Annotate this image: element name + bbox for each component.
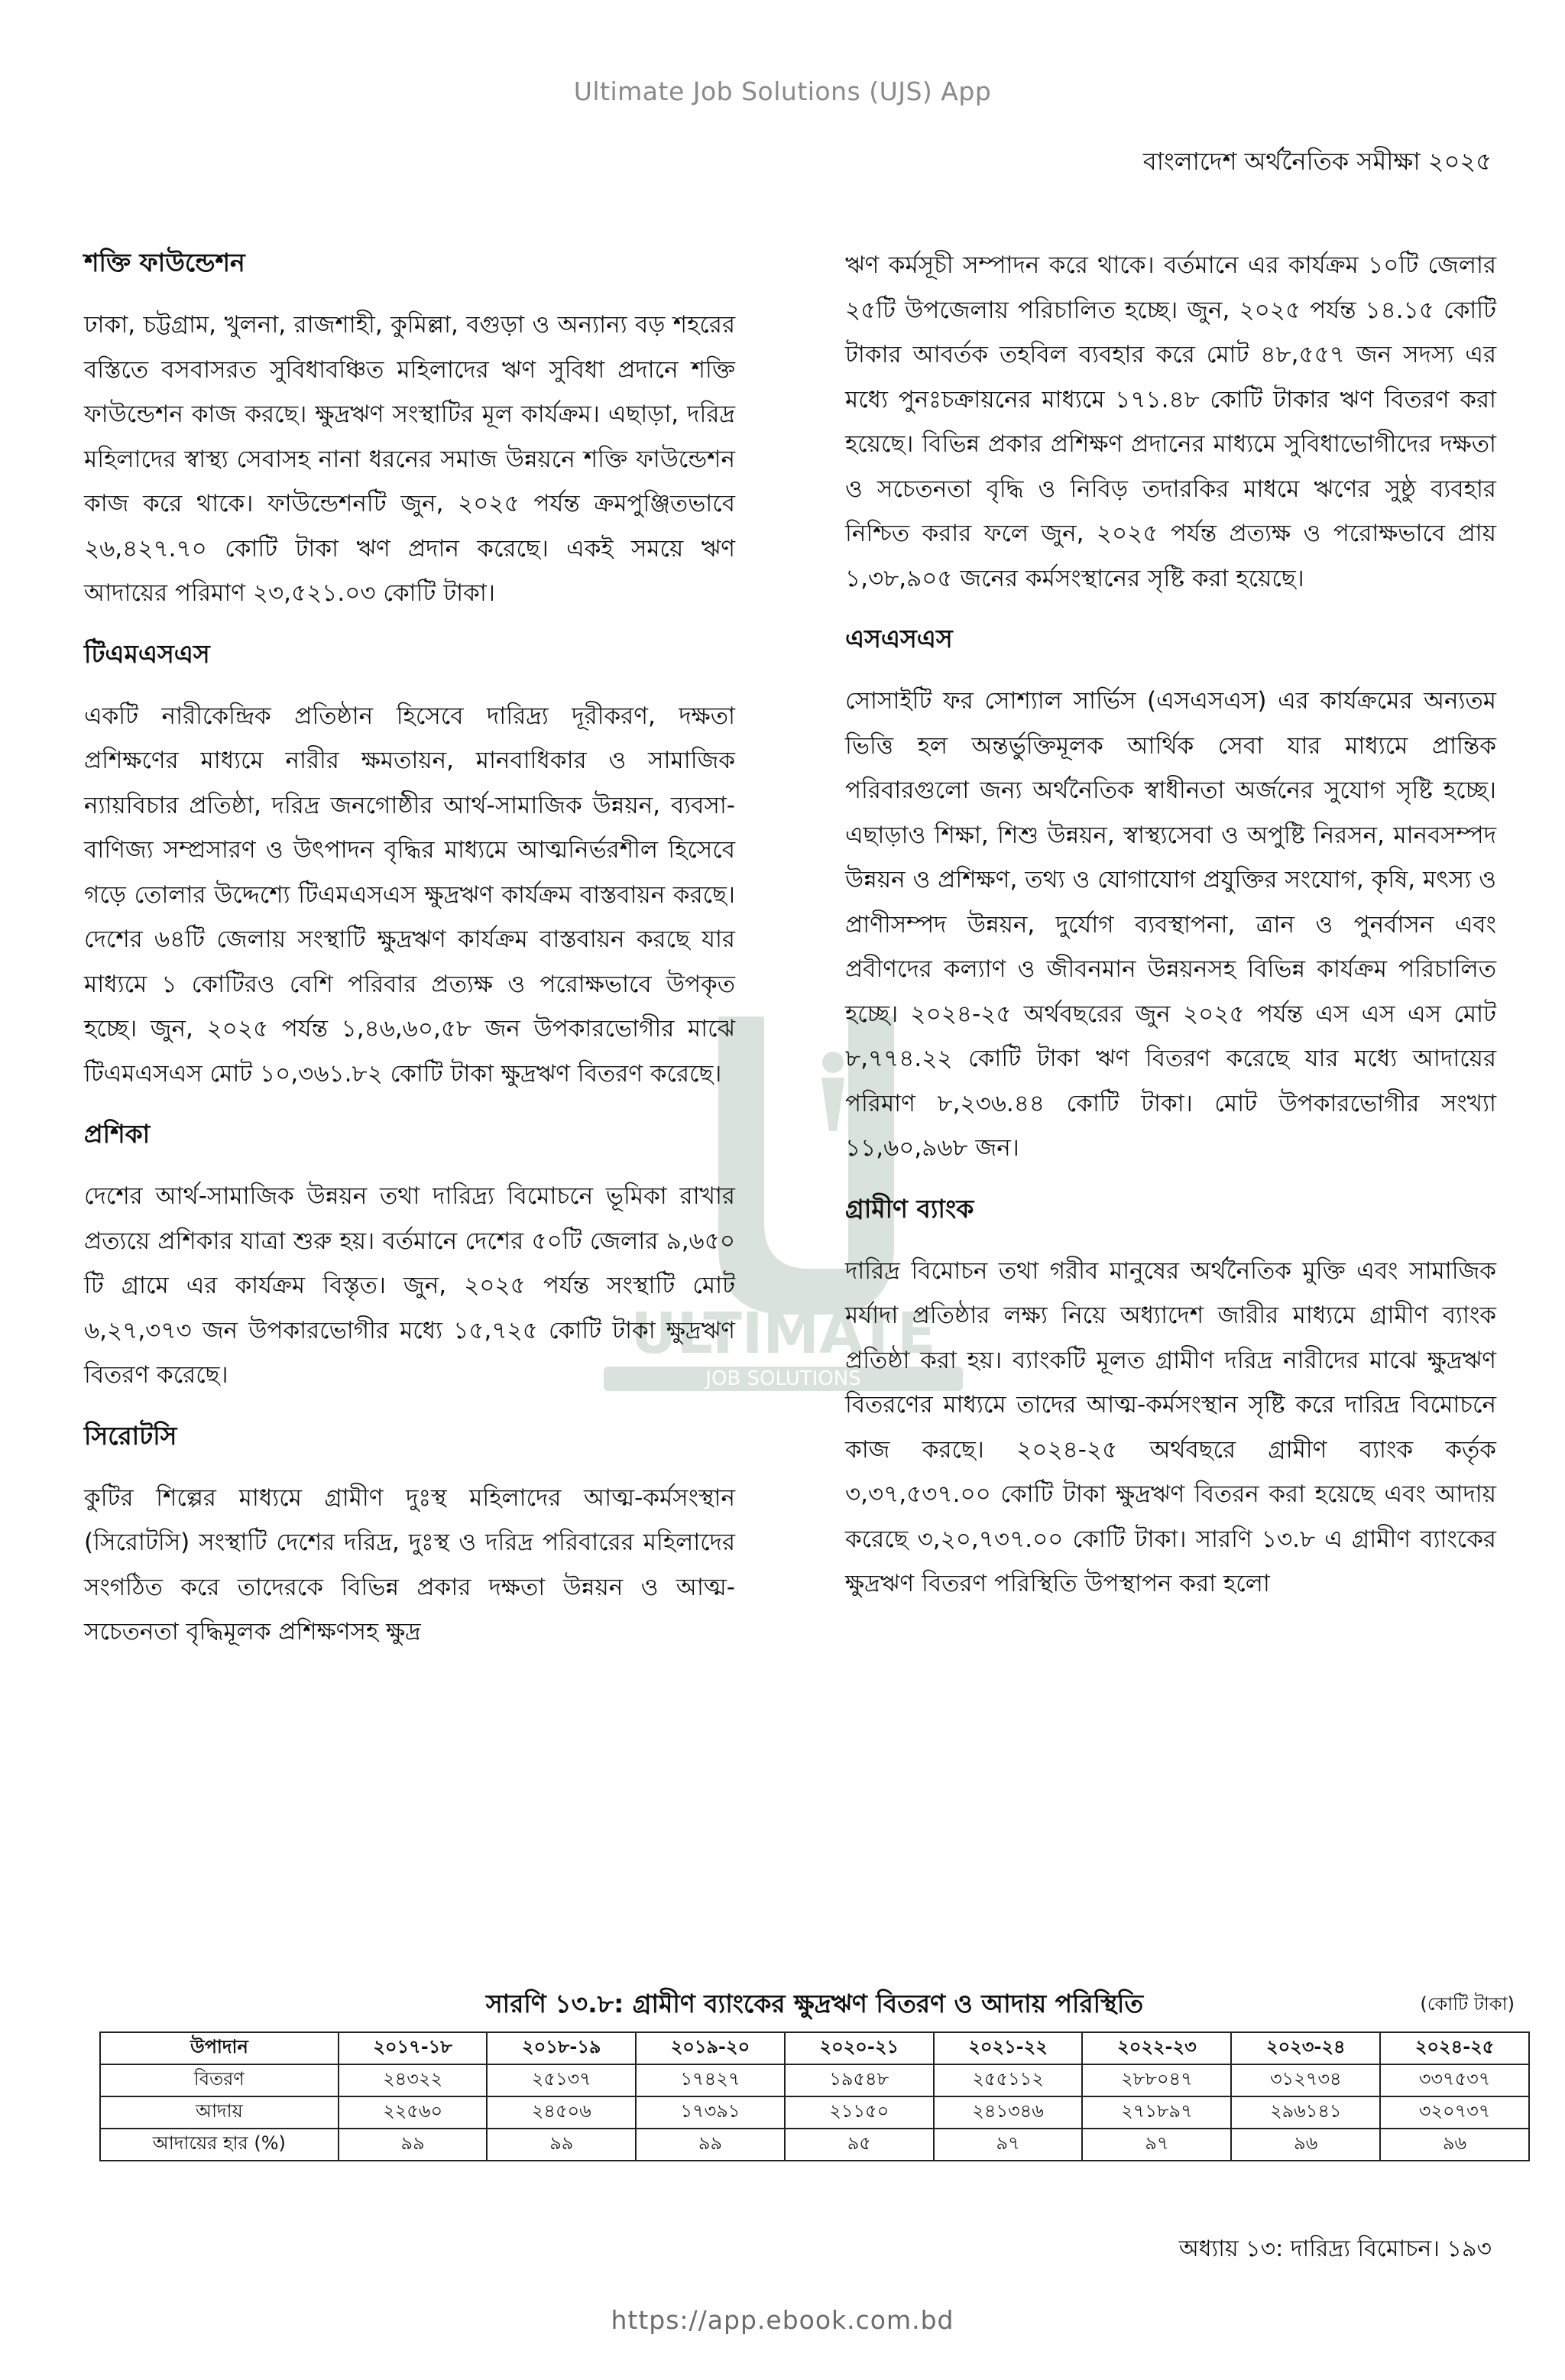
table-title xyxy=(99,1984,1530,2027)
table-cell: ৩৩৭৫৩৭ xyxy=(1380,2064,1529,2096)
table-cell: আদায় xyxy=(100,2096,339,2129)
table-cell: ৩১২৭৩৪ xyxy=(1231,2064,1380,2096)
section-text: সোসাইটি ফর সোশ্যাল সার্ভিস (এসএসএস) এর কার্যক্রমের অন্যতম ভিত্তি হল অন্তর্ভুক্তিমূলক আর্থিক সেবা যার মাধ্যমে প্রান্তিক পরিবারগুলো জন্য অর্থনৈতিক স্বাধীনতা অর্জনের সুযোগ সৃষ্টি হচ্ছে। এছাড়াও শিক্ষা, শিশু উন্নয়ন, স্বাস্থ্যসেবা ও অপুষ্টি নিরসন, মানবসম্পদ উন্নয়ন ও প্রশিক্ষণ, তথ্য ও যোগাযোগ প্রযুক্তির সংযোগ, কৃষি, মৎস্য ও প্রাণীসম্পদ উন্নয়ন, দুর্যোগ ব্যবস্থাপনা, ত্রান ও পুনর্বাসন এবং প্রবীণদের কল্যাণ ও জীবনমান উন্নয়নসহ বিভিন্ন কার্যক্রম পরিচালিত হচ্ছে। ২০২৪-২৫ অর্থবছরের জুন ২০২৫ পর্যন্ত এস এস এস মোট ৮,৭৭৪.২২ কোটি টাকা ঋণ বিতরণ করেছে যার মধ্যে আদায়ের পরিমাণ ৮,২৩৬.৪৪ কোটি টাকা। মোট উপকারভোগীর সংখ্যা ১১,৬০,৯৬৮ জন। xyxy=(845,687,1496,1162)
section-heading: শক্তি ফাউন্ডেশন xyxy=(84,248,245,277)
table-cell: ৯৬ xyxy=(1380,2129,1529,2161)
table-cell: ৯৬ xyxy=(1231,2129,1380,2161)
table-cell: আদায়ের হার (%) xyxy=(100,2129,339,2161)
table-title-text: সারণি ১৩.৮: গ্রামীণ ব্যাংকের ক্ষুদ্রঋণ বিতরণ ও আদায় পরিস্থিতি xyxy=(485,1989,1144,2018)
table-header-cell: ২০১৯-২০ xyxy=(636,2032,785,2064)
grameen-table xyxy=(99,2031,1530,2161)
table-header-cell: উপাদান xyxy=(100,2032,339,2064)
section-text: দারিদ্র বিমোচন তথা গরীব মানুষের অর্থনৈতিক মুক্তি এবং সামাজিক মর্যাদা প্রতিষ্ঠার লক্ষ্য নিয়ে অধ্যাদেশ জারীর মাধ্যমে গ্রামীণ ব্যাংক প্রতিষ্ঠা করা হয়। ব্যাংকটি মূলত গ্রামীণ দরিদ্র নারীদের মাঝে ক্ষুদ্রঋণ বিতরণের মাধ্যমে তাদের আত্ম-কর্মসংস্থান সৃষ্টি করে দারিদ্র বিমোচনে কাজ করছে। ২০২৪-২৫ অর্থবছরে গ্রামীণ ব্যাংক কর্তৃক ৩,৩৭,৫৩৭.০০ কোটি টাকা ক্ষুদ্রঋণ বিতরন করা হয়েছে এবং আদায় করেছে ৩,২০,৭৩৭.০০ কোটি টাকা। সারণি ১৩.৮ এ গ্রামীণ ব্যাংকের ক্ষুদ্রঋণ বিতরণ পরিস্থিতি উপস্থাপন করা হলো xyxy=(845,1256,1496,1597)
table-row xyxy=(100,2064,1529,2096)
table-cell: ২৪৫০৬ xyxy=(487,2096,636,2129)
table-cell: ২৪৩২২ xyxy=(339,2064,488,2096)
section-sss xyxy=(845,621,1496,1171)
section-text: কুটির শিল্পের মাধ্যমে গ্রামীণ দুঃস্থ মহিলাদের আত্ম-কর্মসংস্থান (সিরোটসি) সংস্থাটি দেশের দরিদ্র, দুঃস্থ ও দরিদ্র পরিবারের মহিলাদের সংগঠিত করে তাদেরকে বিভিন্ন প্রকার দক্ষতা উন্নয়ন ও আত্ম-সচেতনতা বৃদ্ধিমূলক প্রশিক্ষণসহ ক্ষুদ্র xyxy=(84,1483,735,1646)
app-title: Ultimate Job Solutions (UJS) App xyxy=(573,76,992,106)
table-cell: বিতরণ xyxy=(100,2064,339,2096)
table-header-cell: ২০২১-২২ xyxy=(934,2032,1083,2064)
table-cell: ২৫৫১১২ xyxy=(934,2064,1083,2096)
table-header-cell: ২০২২-২৩ xyxy=(1082,2032,1231,2064)
section-grameen-bank xyxy=(845,1191,1496,1607)
section-heading: গ্রামীণ ব্যাংক xyxy=(845,1193,974,1224)
table-header-cell: ২০২৪-২৫ xyxy=(1380,2032,1529,2064)
survey-title: বাংলাদেশ অর্থনৈতিক সমীক্ষা ২০২৫ xyxy=(1142,147,1492,176)
table-cell: ২৭১৮৯৭ xyxy=(1082,2096,1231,2129)
grameen-table-block xyxy=(99,1984,1530,2161)
section-heading: সিরোটসি xyxy=(84,1420,177,1451)
table-cell: ৩২০৭৩৭ xyxy=(1380,2096,1529,2129)
footer-url[interactable]: https://app.ebook.com.bd xyxy=(611,2305,954,2335)
table-cell: ৯৭ xyxy=(934,2129,1083,2161)
watermark-text-1: ULTIMATE xyxy=(630,1301,936,1367)
table-cell: ৯৭ xyxy=(1082,2129,1231,2161)
left-column xyxy=(84,245,735,1675)
chapter-footer: অধ্যায় ১৩: দারিদ্র্য বিমোচন। ১৯৩ xyxy=(1178,2236,1492,2262)
right-column xyxy=(845,243,1496,1626)
section-text: ঢাকা, চট্টগ্রাম, খুলনা, রাজশাহী, কুমিল্লা, বগুড়া ও অন্যান্য বড় শহরের বস্তিতে বসবাসরত সুবিধাবঞ্চিত মহিলাদের ঋণ সুবিধা প্রদানে শক্তি ফাউন্ডেশন কাজ করছে। ক্ষুদ্রঋণ সংস্থাটির মূল কার্যক্রম। এছাড়া, দরিদ্র মহিলাদের স্বাস্থ্য সেবাসহ নানা ধরনের সমাজ উন্নয়নে শক্তি ফাউন্ডেশন কাজ করে থাকে। ফাউন্ডেশনটি জুন, ২০২৫ পর্যন্ত ক্রমপুঞ্জিতভাবে ২৬,৪২৭.৭০ কোটি টাকা ঋণ প্রদান করেছে। একই সময়ে ঋণ আদায়ের পরিমাণ ২৩,৫২১.০৩ কোটি টাকা। xyxy=(84,311,735,607)
table-cell: ২৮৮০৪৭ xyxy=(1082,2064,1231,2096)
table-header-row xyxy=(100,2032,1529,2064)
table-cell: ৯৯ xyxy=(487,2129,636,2161)
section-heading: টিএমএসএস xyxy=(84,638,210,669)
table-cell: ২১১৫০ xyxy=(785,2096,934,2129)
table-cell: ১৭৩৯১ xyxy=(636,2096,785,2129)
section-text: ঋণ কর্মসূচী সম্পাদন করে থাকে। বর্তমানে এর কার্যক্রম ১০টি জেলার ২৫টি উপজেলায় পরিচালিত হচ্ছে। জুন, ২০২৫ পর্যন্ত ১৪.১৫ কোটি টাকার আবর্তক তহবিল ব্যবহার করে মোট ৪৮,৫৫৭ জন সদস্য এর মধ্যে পুনঃচক্রায়নের মাধ্যমে ১৭১.৪৮ কোটি টাকার ঋণ বিতরণ করা হয়েছে। বিভিন্ন প্রকার প্রশিক্ষণ প্রদানের মাধ্যমে সুবিধাভোগীদের দক্ষতা ও সচেতনতা বৃদ্ধি ও নিবিড় তদারকির মাধমে ঋণের সুষ্ঠু ব্যবহার নিশ্চিত করার ফলে জুন, ২০২৫ পর্যন্ত প্রত্যক্ষ ও পরোক্ষভাবে প্রায় ১,৩৮,৯০৫ জনের কর্মসংস্থানের সৃষ্টি করা হয়েছে। xyxy=(845,251,1496,592)
section-text: একটি নারীকেন্দ্রিক প্রতিষ্ঠান হিসেবে দারিদ্র্য দূরীকরণ, দক্ষতা প্রশিক্ষণের মাধ্যমে নারীর ক্ষমতায়ন, মানবাধিকার ও সামাজিক ন্যায়বিচার প্রতিষ্ঠা, দরিদ্র জনগোষ্ঠীর আর্থ-সামাজিক উন্নয়ন, ব্যবসা-বাণিজ্য সম্প্রসারণ ও উৎপাদন বৃদ্ধির মাধ্যমে আত্মনির্ভরশীল হিসেবে গড়ে তোলার উদ্দেশ্যে টিএমএসএস ক্ষুদ্রঋণ কার্যক্রম বাস্তবায়ন করছে। দেশের ৬৪টি জেলায় সংস্থাটি ক্ষুদ্রঋণ কার্যক্রম বাস্তবায়ন করছে যার মাধ্যমে ১ কোটিরও বেশি পরিবার প্রত্যক্ষ ও পরোক্ষভাবে উপকৃত হচ্ছে। জুন, ২০২৫ পর্যন্ত ১,৪৬,৬০,৫৮ জন উপকারভোগীর মাঝে টিএমএসএস মোট ১০,৩৬১.৮২ কোটি টাকা ক্ষুদ্রঋণ বিতরণ করেছে। xyxy=(84,702,735,1088)
table-header-cell: ২০২৩-২৪ xyxy=(1231,2032,1380,2064)
section-proshika xyxy=(84,1116,735,1398)
table-unit: (কোটি টাকা) xyxy=(1420,1993,1515,2015)
table-header-cell: ২০২০-২১ xyxy=(785,2032,934,2064)
table-cell: ১৭৪২৭ xyxy=(636,2064,785,2096)
table-cell: ৯৫ xyxy=(785,2129,934,2161)
table-cell: ২৯৬১৪১ xyxy=(1231,2096,1380,2129)
watermark-text-2: JOB SOLUTIONS xyxy=(705,1367,861,1390)
table-row xyxy=(100,2129,1529,2161)
table-cell: ২৪১৩৪৬ xyxy=(934,2096,1083,2129)
table-cell: ৯৯ xyxy=(636,2129,785,2161)
table-header-cell: ২০১৮-১৯ xyxy=(487,2032,636,2064)
section-shakti xyxy=(84,245,735,616)
table-header-cell: ২০১৭-১৮ xyxy=(339,2032,488,2064)
table-cell: ২৫১৩৭ xyxy=(487,2064,636,2096)
section-heading: প্রশিকা xyxy=(84,1119,151,1149)
section-sirotsi-continued xyxy=(845,243,1496,601)
table-row xyxy=(100,2096,1529,2129)
table-cell: ২২৫৬০ xyxy=(339,2096,488,2129)
table-cell: ৯৯ xyxy=(339,2129,488,2161)
section-text: দেশের আর্থ-সামাজিক উন্নয়ন তথা দারিদ্র্য বিমোচনে ভূমিকা রাখার প্রত্যয়ে প্রশিকার যাত্রা শুরু হয়। বর্তমানে দেশের ৫০টি জেলার ৯,৬৫০ টি গ্রামে এর কার্যক্রম বিস্তৃত। জুন, ২০২৫ পর্যন্ত সংস্থাটি মোট ৬,২৭,৩৭৩ জন উপকারভোগীর মধ্যে ১৫,৭২৫ কোটি টাকা ক্ষুদ্রঋণ বিতরণ করেছে। xyxy=(84,1182,735,1389)
section-heading: এসএসএস xyxy=(845,624,953,653)
section-sirotsi xyxy=(84,1418,735,1655)
section-tmss xyxy=(84,636,735,1097)
table-cell: ১৯৫৪৮ xyxy=(785,2064,934,2096)
